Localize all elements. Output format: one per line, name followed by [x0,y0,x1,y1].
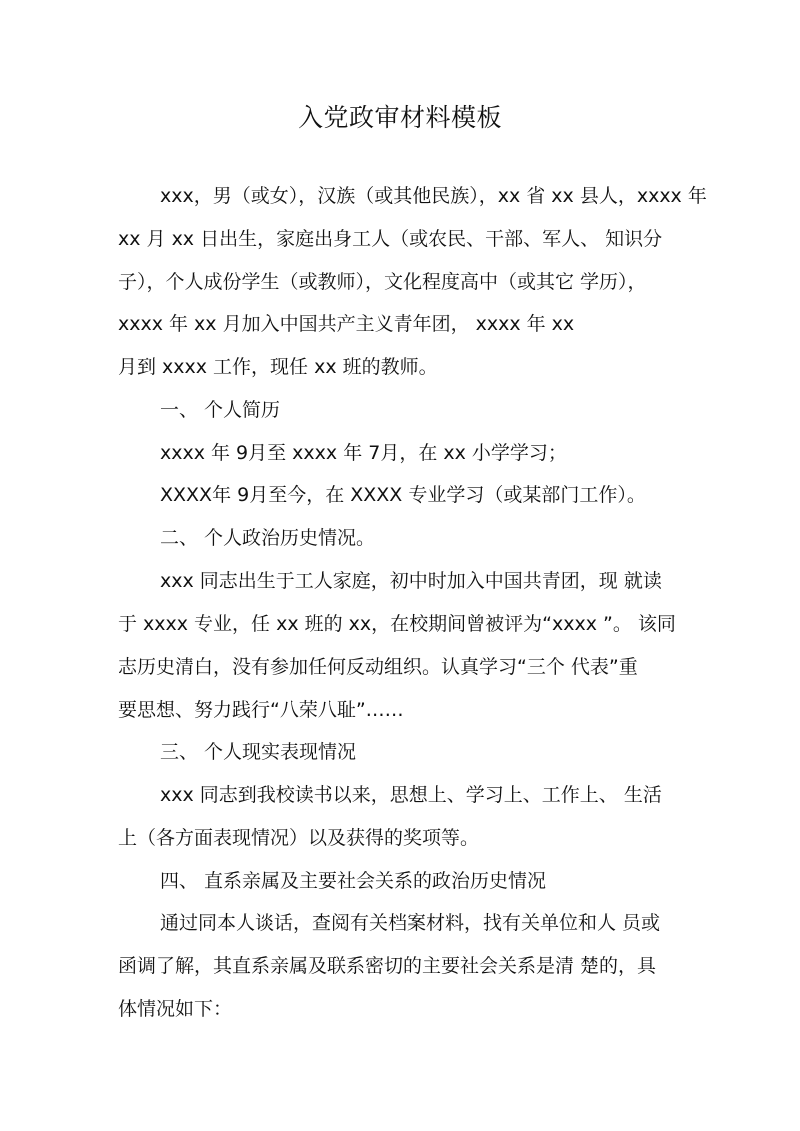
section-3-heading: 三、 个人现实表现情况 [160,741,357,763]
section-4-line-2: 函调了解，其直系亲属及联系密切的主要社会关系是清 楚的，具 [118,955,657,977]
section-2-line-3: 志历史清白，没有参加任何反动组织。认真学习“三个 代表”重 [118,656,638,678]
section-1-line-1: xxxx 年 9月至 xxxx 年 7月，在 xx 小学学习； [160,442,567,464]
section-3-line-2: 上（各方面表现情况）以及获得的奖项等。 [118,827,480,849]
intro-line-4: xxxx 年 xx 月加入中国共产主义青年团， xxxx 年 xx [118,313,575,335]
intro-line-3: 子），个人成份学生（或教师），文化程度高中（或其它 学历）， [118,271,647,293]
intro-line-1: xxx，男（或女），汉族（或其他民族），xx 省 xx 县人，xxxx 年 [160,185,707,207]
intro-line-5: 月到 xxxx 工作，现任 xx 班的教师。 [118,356,438,378]
document-title: 入党政审材料模板 [297,103,502,132]
intro-line-2: xx 月 xx 日出生，家庭出身工人（或农民、干部、军人、 知识分 [118,228,663,250]
section-4-line-1: 通过同本人谈话，查阅有关档案材料，找有关单位和人 员或 [160,912,661,934]
section-1-line-2: XXXX年 9月至今，在 XXXX 专业学习（或某部门工作）。 [160,484,646,506]
section-4-heading: 四、 直系亲属及主要社会关系的政治历史情况 [160,870,547,892]
section-2-heading: 二、 个人政治历史情况。 [160,527,376,549]
section-1-heading: 一、 个人简历 [160,399,281,421]
section-2-line-2: 于 xxxx 专业，任 xx 班的 xx，在校期间曾被评为“xxxx ”。 该同 [118,613,676,635]
section-4-line-3: 体情况如下： [118,998,233,1020]
section-2-line-1: xxx 同志出生于工人家庭，初中时加入中国共青团，现 就读 [160,570,662,592]
section-2-line-4: 要思想、努力践行“八荣八耻”…… [118,699,404,721]
section-3-line-1: xxx 同志到我校读书以来，思想上、学习上、工作上、 生活 [160,784,662,806]
